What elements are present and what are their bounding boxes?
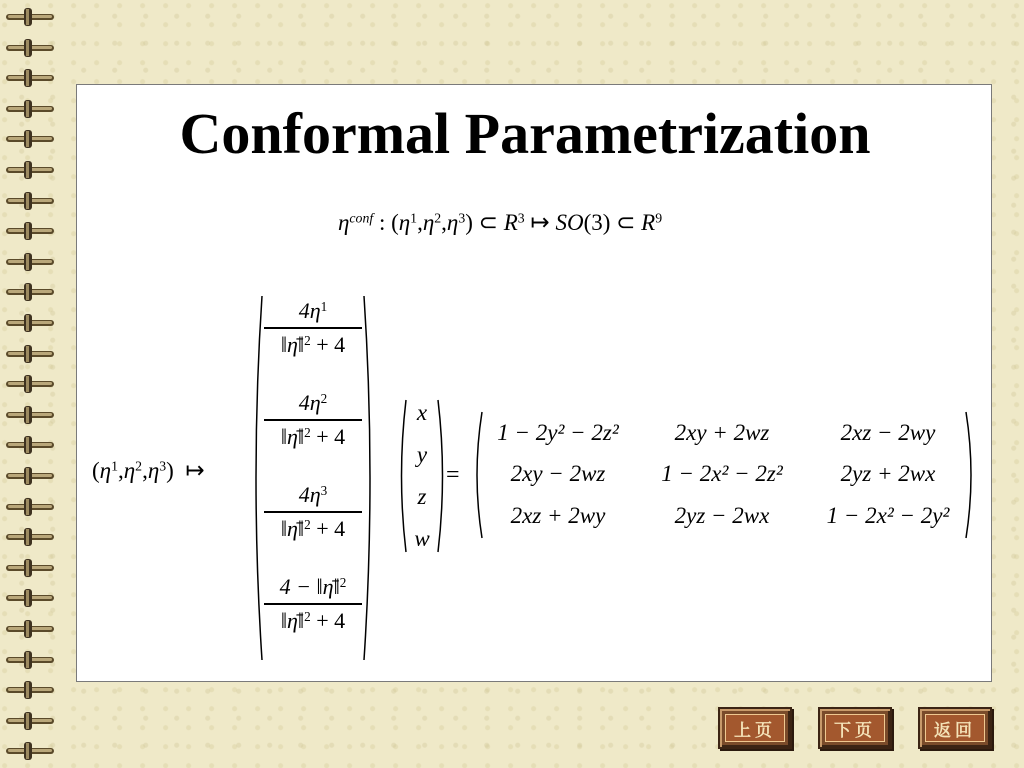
slide-title <box>0 100 1024 167</box>
slide-panel <box>76 84 992 682</box>
binding-ring-icon <box>4 679 56 701</box>
vec-x: x <box>416 400 428 425</box>
equals-sign: = <box>446 462 460 488</box>
binding-ring-icon <box>4 618 56 640</box>
prev-page-label: 上页 <box>725 714 785 742</box>
binding-ring-icon <box>4 343 56 365</box>
matrix-cell-1-2: 2xy + 2wz <box>674 420 770 445</box>
matrix-cell-1-3: 2xz − 2wy <box>840 420 936 445</box>
matrix-cell-3-3: 1 − 2x² − 2y² <box>826 503 950 528</box>
matrix-cell-2-3: 2yz + 2wx <box>840 461 936 486</box>
fraction-entry-3: $4\eta^3$ ‖η̄‖$^2$ + 4 <box>258 480 368 544</box>
binding-ring-icon <box>4 649 56 671</box>
binding-ring-icon <box>4 67 56 89</box>
vec-y: y <box>416 442 428 467</box>
matrix-cell-3-1: 2xz + 2wy <box>510 503 606 528</box>
binding-ring-icon <box>4 404 56 426</box>
matrix-cell-2-1: 2xy − 2wz <box>510 461 606 486</box>
back-button[interactable] <box>918 707 992 749</box>
fraction-entry-4: 4 − ‖η̄‖$^2$ ‖η̄‖$^2$ + 4 <box>258 572 368 636</box>
binding-ring-icon <box>4 281 56 303</box>
binding-ring-icon <box>4 6 56 28</box>
fraction-entry-1: $4\eta^1$ ‖η̄‖$^2$ + 4 <box>258 296 368 360</box>
binding-ring-icon <box>4 557 56 579</box>
binding-ring-icon <box>4 710 56 732</box>
vec-w: w <box>414 526 430 551</box>
binding-ring-icon <box>4 37 56 59</box>
lhs-tuple: $(\eta^1,\eta^2,\eta^3)$ ↦ <box>92 458 205 483</box>
prev-page-button[interactable] <box>718 707 792 749</box>
mapping-equation: $\eta^{conf}$ : $(\eta^1,\eta^2,\eta^3)$ ⊂ $R^3$ ↦ SO(3) ⊂ $R^9$ <box>338 210 663 235</box>
back-label: 返回 <box>925 714 985 742</box>
binding-ring-icon <box>4 434 56 456</box>
matrix-cell-1-1: 1 − 2y² − 2z² <box>497 420 619 445</box>
binding-ring-icon <box>4 251 56 273</box>
fraction-entry-2: $4\eta^2$ ‖η̄‖$^2$ + 4 <box>258 388 368 452</box>
next-page-button[interactable] <box>818 707 892 749</box>
vec-z: z <box>417 484 427 509</box>
matrix-cell-3-2: 2yz − 2wx <box>674 503 770 528</box>
next-page-label: 下页 <box>825 714 885 742</box>
binding-ring-icon <box>4 190 56 212</box>
binding-ring-icon <box>4 496 56 518</box>
binding-ring-icon <box>4 526 56 548</box>
binding-ring-icon <box>4 373 56 395</box>
binding-ring-icon <box>4 220 56 242</box>
matrix-cell-2-2: 1 − 2x² − 2z² <box>661 461 783 486</box>
binding-ring-icon <box>4 740 56 762</box>
binding-ring-icon <box>4 465 56 487</box>
title-text: Conformal Parametrization <box>179 101 871 166</box>
binding-ring-icon <box>4 312 56 334</box>
binding-ring-icon <box>4 587 56 609</box>
